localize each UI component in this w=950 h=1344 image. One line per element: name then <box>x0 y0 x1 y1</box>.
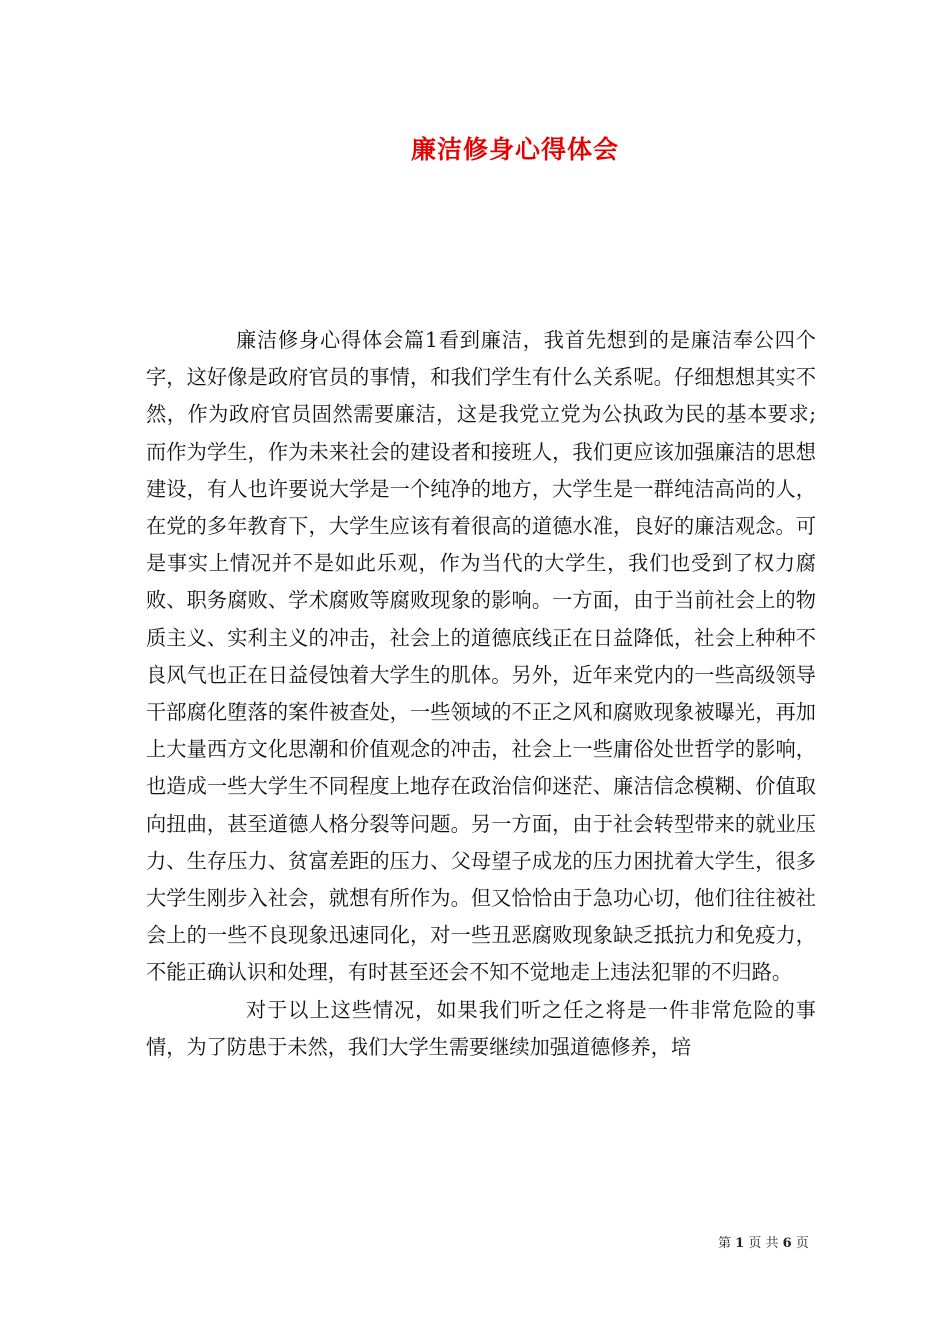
paragraph-2: 对于以上这些情况，如果我们听之任之将是一件非常危险的事情，为了防患于未然，我们大学生需要继续加强道德修养，培 <box>146 997 816 1059</box>
footer-prefix: 第 <box>718 1236 732 1251</box>
document-title: 廉洁修身心得体会 <box>410 135 619 164</box>
footer-total-pages: 6 <box>782 1236 792 1251</box>
document-body <box>146 322 816 1066</box>
footer-middle: 页 共 <box>748 1236 779 1251</box>
footer-current-page: 1 <box>735 1236 745 1251</box>
paragraph-1: 廉洁修身心得体会篇1看到廉洁，我首先想到的是廉洁奉公四个字，这好像是政府官员的事情，和我们学生有什么关系呢。仔细想想其实不然，作为政府官员固然需要廉洁，这是我党立党为公执政为民的基本要求;而作为学生，作为未来社会的建设者和接班人，我们更应该加强廉洁的思想建设，有人也许要说大学是一个纯净的地方，大学生是一群纯洁高尚的人，在党的多年教育下，大学生应该有着很高的道德水准，良好的廉洁观念。可是事实上情况并不是如此乐观，作为当代的大学生，我们也受到了权力腐败、职务腐败、学术腐败等腐败现象的影响。一方面，由于当前社会上的物质主义、实利主义的冲击，社会上的道德底线正在日益降低，社会上种种不良风气也正在日益侵蚀着大学生的肌体。另外，近年来党内的一些高级领导干部腐化堕落的案件被查处，一些领域的不正之风和腐败现象被曝光，再加上大量西方文化思潮和价值观念的冲击，社会上一些庸俗处世哲学的影响，也造成一些大学生不同程度上地存在政治信仰迷茫、廉洁信念模糊、价值取向扭曲，甚至道德人格分裂等问题。另一方面，由于社会转型带来的就业压力、生存压力、贫富差距的压力、父母望子成龙的压力困扰着大学生，很多大学生刚步入社会，就想有所作为。但又恰恰由于急功心切，他们往往被社会上的一些不良现象迅速同化，对一些丑恶腐败现象缺乏抵抗力和免疫力，不能正确认识和处理，有时甚至还会不知不觉地走上违法犯罪的不归路。 <box>146 328 816 985</box>
page-number-footer <box>718 1232 809 1251</box>
footer-suffix: 页 <box>795 1236 809 1251</box>
